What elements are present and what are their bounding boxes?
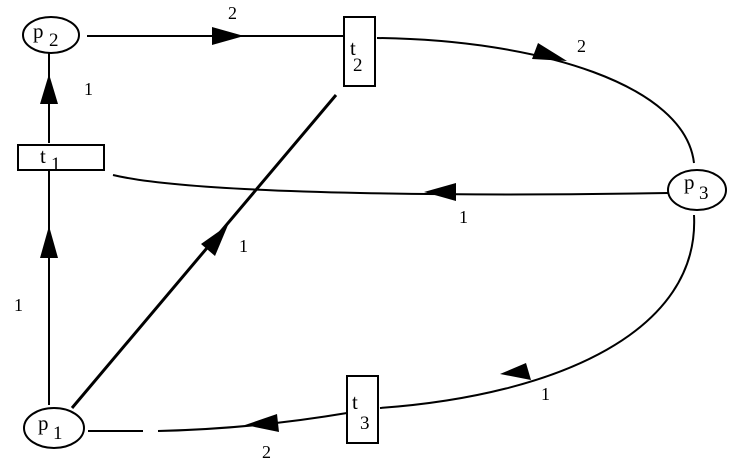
place-p3 bbox=[668, 170, 726, 210]
arc-p2-t2 bbox=[87, 27, 345, 45]
transition-t1-index: 1 bbox=[51, 154, 61, 175]
transition-t2 bbox=[344, 17, 375, 86]
place-p1-letter: p bbox=[38, 411, 49, 435]
weight-p1-t2: 1 bbox=[239, 236, 248, 256]
place-p2 bbox=[23, 17, 79, 53]
arrowhead-p3-t1 bbox=[424, 183, 456, 201]
transition-t1 bbox=[18, 144, 104, 175]
arc-p1-t2 bbox=[72, 95, 336, 408]
arc-t1-p2 bbox=[40, 52, 58, 143]
arc-t3-p1 bbox=[88, 413, 347, 432]
arc-p1-t1 bbox=[40, 171, 58, 405]
place-p1 bbox=[24, 408, 84, 448]
transition-t3-index: 3 bbox=[360, 413, 370, 434]
arrowhead-t3-p1 bbox=[245, 414, 279, 432]
weight-p3-t3: 1 bbox=[541, 384, 550, 404]
transition-t2-letter: t bbox=[350, 36, 356, 60]
arc-t2-p3 bbox=[377, 38, 694, 163]
weight-p1-t1: 1 bbox=[14, 295, 23, 315]
weight-p3-t1: 1 bbox=[459, 207, 468, 227]
arrowhead-t1-p2 bbox=[40, 74, 58, 104]
place-p2-letter: p bbox=[33, 19, 44, 43]
weight-t1-p2: 1 bbox=[84, 79, 93, 99]
transition-t3-letter: t bbox=[352, 390, 358, 414]
place-p3-index: 3 bbox=[699, 183, 709, 204]
place-p1-index: 1 bbox=[53, 423, 63, 444]
place-p3-letter: p bbox=[684, 170, 695, 194]
arrowhead-p2-t2 bbox=[212, 27, 244, 45]
arrowhead-p1-t1 bbox=[40, 226, 58, 258]
transition-t1-letter: t bbox=[40, 144, 46, 168]
weight-p2-t2: 2 bbox=[228, 3, 237, 23]
weight-t2-p3: 2 bbox=[577, 36, 586, 56]
arrowhead-p3-t3 bbox=[500, 363, 531, 380]
transition-t2-index: 2 bbox=[353, 55, 363, 76]
arc-p3-t1 bbox=[113, 175, 668, 201]
place-p2-index: 2 bbox=[49, 30, 59, 51]
arc-p3-t3 bbox=[380, 215, 694, 408]
transition-t3 bbox=[347, 376, 378, 443]
arrowhead-t2-p3 bbox=[532, 43, 567, 61]
weight-t3-p1: 2 bbox=[262, 442, 271, 462]
